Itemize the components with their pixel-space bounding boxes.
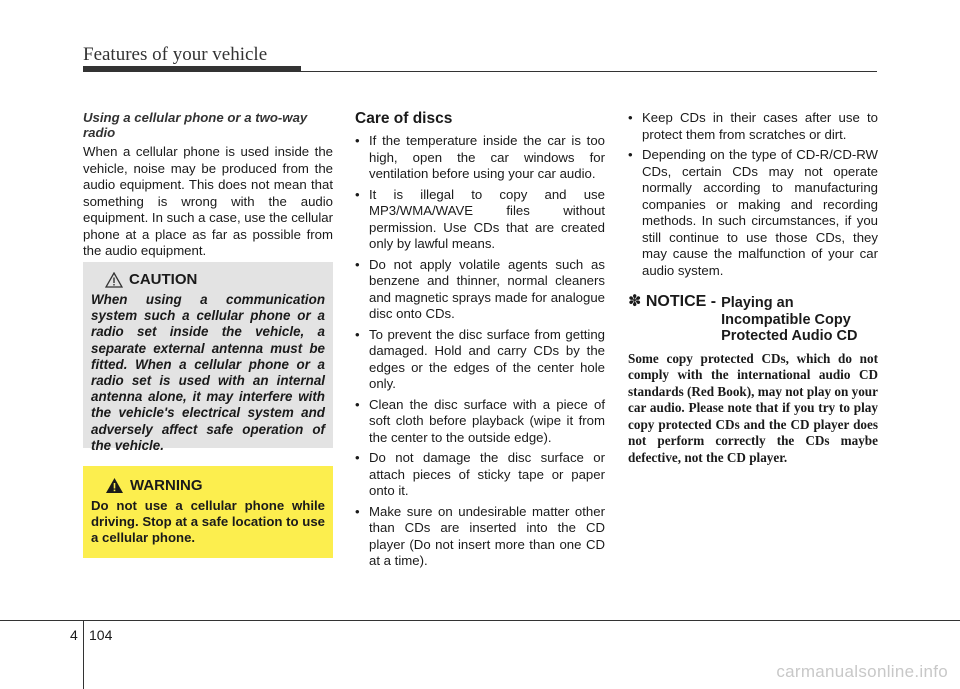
warning-heading-text: WARNING [130,477,203,494]
notice-heading [628,293,878,345]
notice-label: ✽ NOTICE - [628,293,717,310]
notice-text: Some copy protected CDs, which do not comply with the international audio CD standards (Red Book), may not play on your car audio. Please note that if you try to play copy protected CDs and the CD player does not perform correctly the CDs maybe defective, not the CD player. [628,350,878,465]
list-item: • Do not damage the disc surface or attach pieces of sticky tape or paper onto it. [355,450,605,500]
caution-heading-text: CAUTION [129,271,198,288]
footer-divider [83,620,84,689]
header-rule [301,71,877,72]
footer-rule [0,620,960,621]
care-bullets-continued [628,110,878,279]
care-bullets [355,133,605,570]
column-middle [355,110,605,574]
list-item: • Do not apply volatile agents such as benzene and thinner, normal cleaners and magnetic sprays made for analogue disc onto CDs. [355,257,605,323]
list-item: • Make sure on undesirable matter other than CDs are inserted into the CD player (Do not insert more than one CD at a time). [355,504,605,570]
cellular-paragraph: When a cellular phone is used inside the vehicle, noise may be produced from the audio equipment. This does not mean that something is wrong with the audio equipment. In such a case, use the cellular phone at a place as far as possible from the audio equipment. [83,144,333,258]
list-item: • If the temperature inside the car is too high, open the car windows for ventilation before using your car audio. [355,133,605,183]
warning-text: Do not use a cellular phone while driving. Stop at a safe location to use a cellular phone. [91,498,325,546]
warning-triangle-icon [105,477,124,494]
caution-text: When using a communication system such a cellular phone or a radio set inside the vehicle, a separate external antenna must be fitted. When a cellular phone or a radio set is used with an internal antenna alone, it may interfere with the vehicle's electrical system and adversely affect safe operation of the vehicle. [91,292,325,453]
caution-box [83,262,333,453]
page-number: 104 [89,627,113,643]
watermark: carmanualsonline.info [776,662,948,681]
column-right [628,110,878,466]
cellular-subhead: Using a cellular phone or a two-way radio [83,110,308,140]
list-item: • Depending on the type of CD-R/CD-RW CDs, certain CDs may not operate normally according to manufacturing companies or making and recording methods. In such circumstances, if you still continue to use those CDs, they may cause the malfunction of your car audio system. [628,147,878,279]
header-bar [83,66,301,72]
list-item: • To prevent the disc surface from getting damaged. Hold and carry CDs by the edges or the edges of the center hole only. [355,327,605,393]
chapter-number: 4 [70,627,78,643]
column-left [83,110,333,260]
warning-heading [91,477,325,494]
list-item: • It is illegal to copy and use MP3/WMA/WAVE files without permission. Use CDs that are created only by lawful means. [355,187,605,253]
notice-title: Playing an Incompatible Copy Protected Audio CD [721,295,858,344]
caution-heading [91,271,325,288]
list-item: • Keep CDs in their cases after use to protect them from scratches or dirt. [628,110,878,143]
warning-box [83,466,333,558]
caution-triangle-icon [105,272,123,288]
page-header-title: Features of your vehicle [83,44,268,65]
list-item: • Clean the disc surface with a piece of soft cloth before playback (wipe it from the center to the outside edge). [355,397,605,447]
care-of-discs-title: Care of discs [355,110,453,127]
